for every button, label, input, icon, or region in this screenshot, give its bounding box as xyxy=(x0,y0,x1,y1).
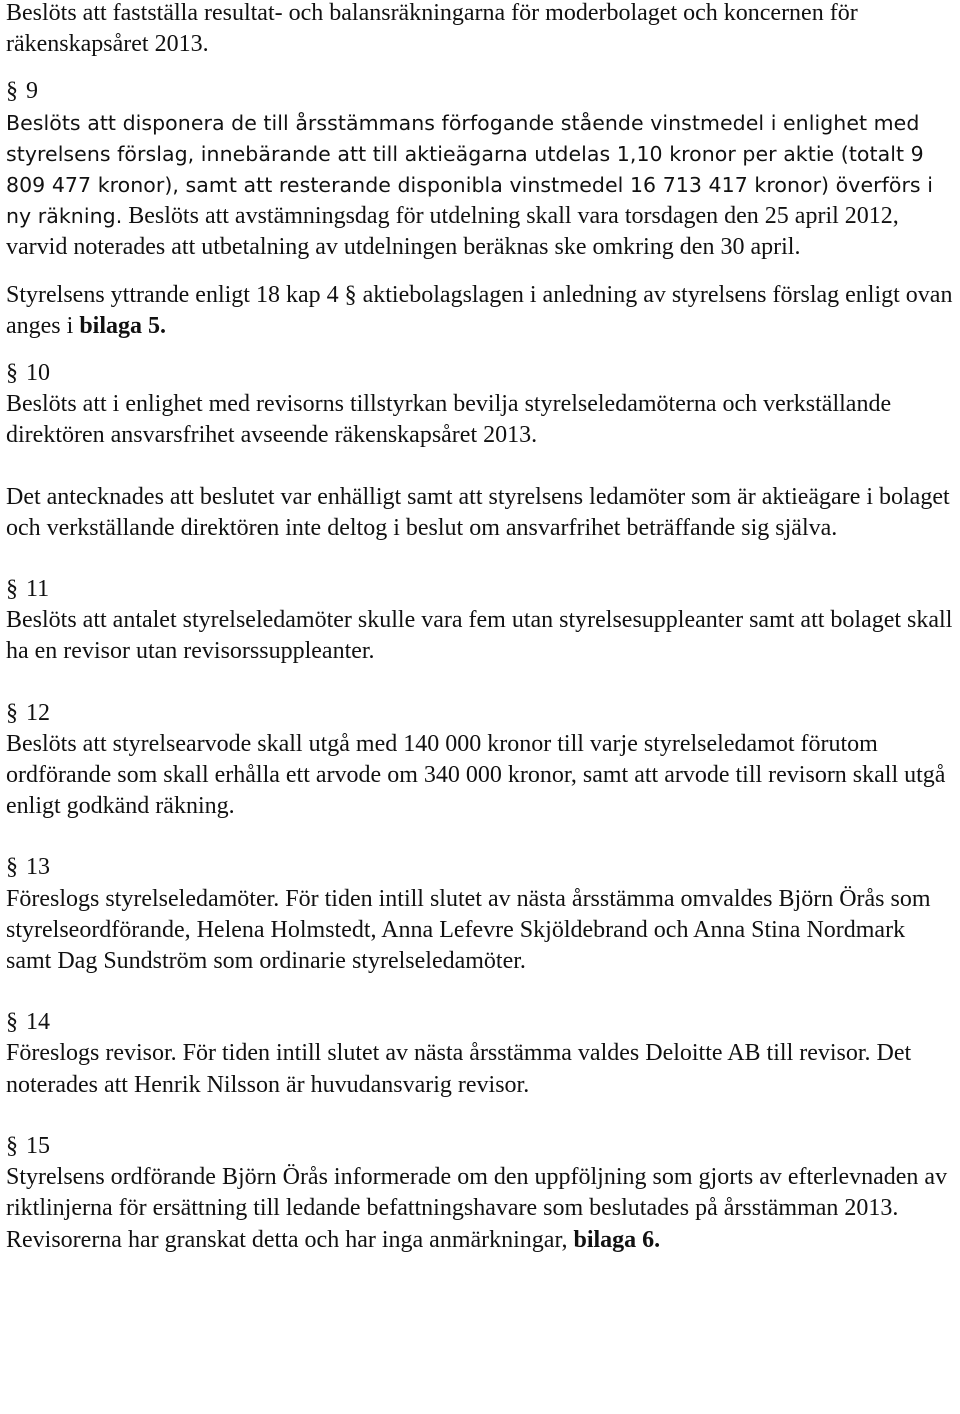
section-14-paragraph: Föreslogs revisor. För tiden intill slutet av nästa årsstämma valdes Deloitte AB till revisor. Det noterades att Henrik Nilsson är huvudansvarig revisor. xyxy=(6,1040,912,1098)
section-9-sentence-1: Beslöts att disponera de till årsstämmans förfogande stående vinstmedel i enlighet med styrelsens förslag, innebärande att till aktieägarna utdelas 1,10 kronor per aktie (totalt 9 809 477 kronor), samt att resterande disponibla vinstmedel 16 713 417 kronor) överförs i ny räkning. xyxy=(6,110,933,229)
section-number: 13 xyxy=(26,854,50,881)
section-15-paragraph xyxy=(6,1162,956,1256)
section-number: 12 xyxy=(26,699,50,726)
text-run: Styrelsens yttrande enligt 18 kap 4 xyxy=(6,281,345,308)
intro-paragraph: Beslöts att fastställa resultat- och balansräkningarna för moderbolaget och koncernen för räkenskapsåret 2013. xyxy=(6,0,858,58)
section-heading xyxy=(6,574,956,605)
text-run: Styrelsens ordförande Björn Örås informerade om den uppföljning som gjorts av efterlevnaden av riktlinjerna för ersättning till ledande befattningshavare som beslutades på årsstämman 2013. Revisorerna har granskat detta och har inga anmärkningar, xyxy=(6,1164,948,1253)
section-12-paragraph: Beslöts att styrelsearvode skall utgå med 140 000 kronor till varje styrelseledamot förutom ordförande som skall erhålla ett arvode om 340 000 kronor, samt att arvode till revisorn skall utgå enligt godkänd räkning. xyxy=(6,730,946,820)
section-heading xyxy=(6,76,956,107)
section-heading xyxy=(6,1131,956,1162)
attachment-reference: bilaga 5. xyxy=(79,312,166,339)
attachment-reference: bilaga 6. xyxy=(573,1226,661,1253)
section-9-paragraph-1 xyxy=(6,108,956,264)
section-symbol: § xyxy=(6,1009,18,1036)
section-10 xyxy=(6,358,956,544)
section-symbol: § xyxy=(344,281,357,308)
section-12 xyxy=(6,698,956,823)
section-number: 9 xyxy=(26,78,38,105)
section-13 xyxy=(6,852,956,977)
section-11-paragraph: Beslöts att antalet styrelseledamöter skulle vara fem utan styrelsesuppleanter samt att bolaget skall ha en revisor utan revisorssuppleanter. xyxy=(6,607,953,665)
section-symbol: § xyxy=(6,699,18,726)
section-heading xyxy=(6,358,956,389)
section-symbol: § xyxy=(6,854,18,881)
section-symbol: § xyxy=(6,576,18,603)
section-9-sentence-2: Beslöts att avstämningsdag för utdelning skall vara torsdagen den 25 april 2012, varvid noterades att utbetalning av utdelningen beräknas ske omkring den 30 april. xyxy=(6,203,899,261)
section-heading xyxy=(6,1007,956,1038)
section-number: 14 xyxy=(26,1009,50,1036)
section-9-paragraph-2 xyxy=(6,280,956,342)
section-symbol: § xyxy=(6,360,18,387)
section-number: 10 xyxy=(26,360,50,387)
section-13-paragraph: Föreslogs styrelseledamöter. För tiden intill slutet av nästa årsstämma omvaldes Björn Örås som styrelseordförande, Helena Holmstedt, Anna Lefevre Skjöldebrand och Anna Stina Nordmark samt Dag Sundström som ordinarie styrelseledamöter. xyxy=(6,885,931,975)
section-10-paragraph-1: Beslöts att i enlighet med revisorns tillstyrkan bevilja styrelseledamöterna och verkställande direktören ansvarsfrihet avseende räkenskapsåret 2013. xyxy=(6,391,892,449)
section-9 xyxy=(6,76,956,342)
document-page xyxy=(6,0,956,1256)
section-heading xyxy=(6,852,956,883)
section-number: 11 xyxy=(26,576,50,603)
section-14 xyxy=(6,1007,956,1101)
section-symbol: § xyxy=(6,1132,18,1159)
section-11 xyxy=(6,574,956,668)
section-10-paragraph-2: Det antecknades att beslutet var enhälligt samt att styrelsens ledamöter som är aktieägare i bolaget och verkställande direktören inte deltog i beslut om ansvarfrihet beträffande sig själva. xyxy=(6,483,950,541)
section-15 xyxy=(6,1131,956,1256)
section-symbol: § xyxy=(6,78,18,105)
section-heading xyxy=(6,698,956,729)
text-run: aktiebolagslagen i anledning av styrelsens förslag enligt ovan anges i xyxy=(6,281,953,339)
section-number: 15 xyxy=(26,1132,50,1159)
